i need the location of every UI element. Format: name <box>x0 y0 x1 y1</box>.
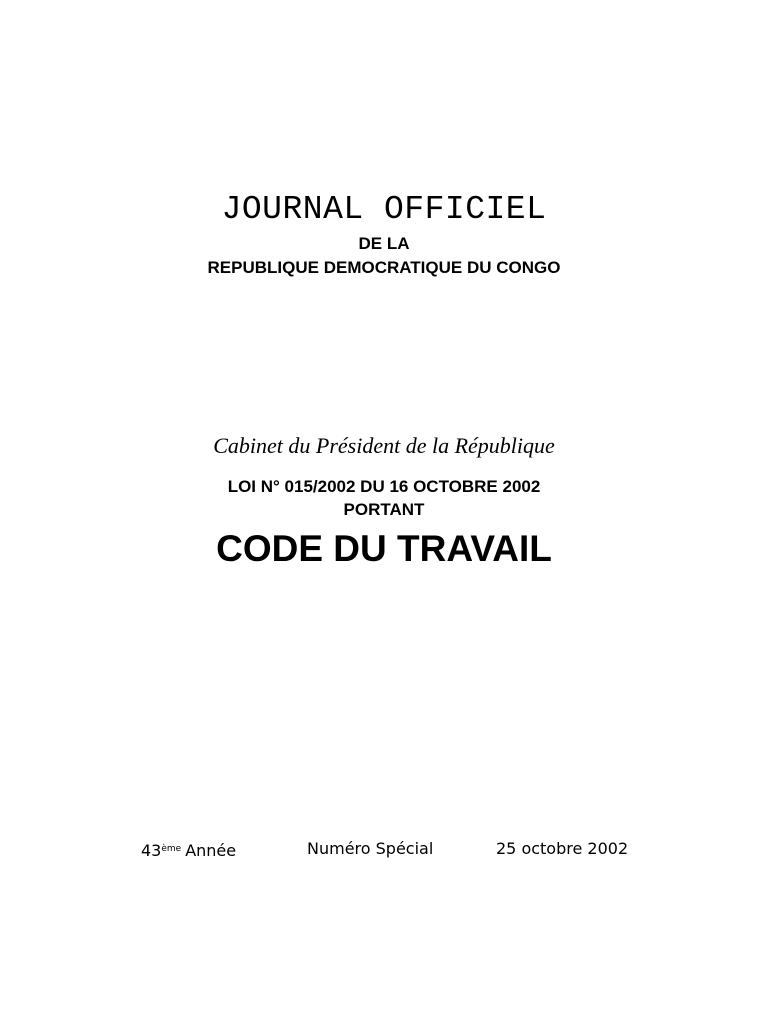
journal-title: JOURNAL OFFICIEL <box>221 191 547 228</box>
portant-label: PORTANT <box>343 500 425 519</box>
year-label: Année <box>185 841 237 860</box>
footer-issue: Numéro Spécial <box>307 839 434 858</box>
law-reference: LOI N° 015/2002 DU 16 OCTOBRE 2002 <box>227 477 541 496</box>
year-number: 43 <box>141 841 162 860</box>
year-suffix: ème <box>161 844 182 854</box>
footer-year <box>141 838 236 862</box>
code-title: CODE DU TRAVAIL <box>216 528 552 569</box>
subtitle-de-la: DE LA <box>358 234 410 253</box>
footer-date: 25 octobre 2002 <box>496 839 629 858</box>
subtitle-republique: REPUBLIQUE DEMOCRATIQUE DU CONGO <box>207 258 561 277</box>
cabinet-heading: Cabinet du Président de la République <box>213 433 555 458</box>
